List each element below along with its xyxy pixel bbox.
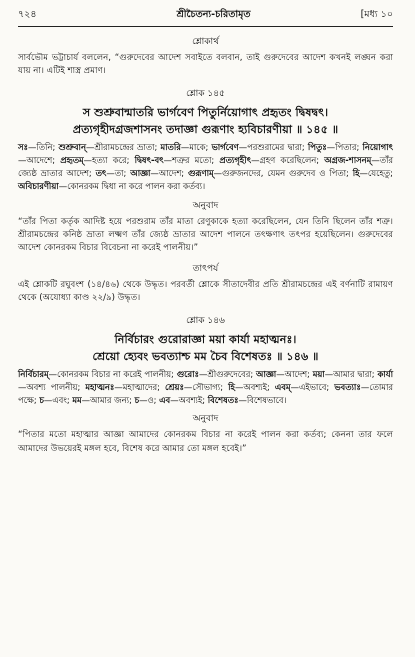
purport-145-caption: তাৎপর্য — [192, 263, 219, 274]
sanskrit-word: শুশ্রুবান্ — [58, 141, 86, 152]
word-meaning: —এইভাবে; — [290, 381, 335, 392]
shloka-146-heading: শ্লোক ১৪৬ — [186, 315, 225, 326]
translation-146-caption: অনুবাদ — [192, 414, 219, 425]
word-meaning: —বিশেষভাবে। — [238, 395, 287, 406]
word-meaning: —শত্রুর মতো; — [163, 155, 220, 166]
purport-145-text: এই শ্লোকটি রঘুবংশ (১৪/৪৬) থেকে উদ্ধৃত। পরবর্তী শ্লোকে সীতাদেবীর প্রতি শ্রীরামচন্দ্রের এই বর্ণনাটি রামায়ণ থেকে (অযোধ্যা কাণ্ড ২২/৯) উদ্ধৃত। — [18, 279, 393, 304]
word-meaning: —গ্রহণ করেছিলেন; — [251, 155, 325, 166]
sanskrit-word: অবিচারণীয়া — [18, 181, 59, 192]
sanskrit-word: আজ্ঞা — [130, 168, 151, 179]
sanskrit-word: মাতরি — [160, 141, 181, 152]
word-meaning: —পিতার; — [326, 141, 363, 152]
word-meaning: —এবং; — [43, 395, 73, 406]
word-meaning: —তোমার পক্ষে; — [18, 381, 393, 406]
word-meaning: —তিনি; — [28, 141, 59, 152]
word-meaning: —শ্রীগুরুদেবের; — [198, 368, 256, 379]
sanskrit-word: এবম্ — [274, 381, 291, 392]
translation-145-caption: অনুবাদ — [192, 200, 219, 211]
word-meaning: —আদেশ; — [150, 168, 188, 179]
sanskrit-word: দ্বিষৎ-বৎ — [134, 155, 164, 166]
word-meaning: —কোনরকম বিচার না করেই পালনীয়; — [48, 368, 177, 379]
shloka-145-heading: শ্লোক ১৪৫ — [186, 88, 225, 99]
word-meaning: —আদেশে; — [18, 155, 61, 166]
shloka-146-word-meanings — [18, 368, 393, 408]
sanskrit-word: নিয়োগাৎ — [362, 141, 394, 152]
sanskrit-word: আজ্ঞা — [255, 368, 277, 379]
shloka-146-line-2: শ্রেয়ো হ্যেবং ভবত্যাশ্চ মম চৈব বিশেষতঃ ॥ ১৪৬ ॥ — [92, 349, 319, 363]
sanskrit-word: হি — [228, 381, 235, 392]
sanskrit-word: মহাত্মনঃ — [85, 381, 115, 392]
shloka-146-line-1: নির্বিচারং গুরোরাজ্ঞা ময়া কার্যা মহাত্মনঃ। — [114, 332, 297, 346]
sanskrit-word: শ্রেয়ঃ — [165, 381, 184, 392]
sanskrit-word: বিশেষতঃ — [207, 395, 239, 406]
sanskrit-word: ময়া — [312, 368, 325, 379]
word-meaning: —কোনরকম দ্বিধা না করে পালন করা কর্তব্য। — [58, 181, 206, 192]
page-number: ৭২৪ — [18, 9, 37, 20]
word-meaning: —হত্যা করে; — [83, 155, 135, 166]
shloka-145-word-meanings — [18, 141, 393, 194]
sanskrit-word: ভার্গবেণ — [211, 141, 239, 152]
sanskrit-word: হি — [352, 168, 360, 179]
word-meaning: —অবশ্যই; — [170, 395, 208, 406]
caption-shlokartha: শ্লোকার্থ — [192, 37, 219, 47]
shlokartha-text: সার্বভৌম ভট্টাচার্য বললেন, “গুরুদেবের আদেশ সবাইতে বলবান, তাই গুরুদেবের আদেশ কখনই লঙ্ঘন করা যায় না। এটিই শাস্ত্র প্রমাণ। — [18, 53, 393, 77]
word-meaning: —তা; — [106, 168, 131, 179]
sanskrit-word: চ — [39, 395, 44, 406]
word-meaning: —অবশ্য পালনীয়; — [18, 381, 86, 392]
sanskrit-word: এব — [159, 395, 171, 406]
word-meaning: —আমার দ্বারা; — [324, 368, 378, 379]
translation-145-text: “তাঁর পিতা কর্তৃক আদিষ্ট হয়ে পরশুরাম তাঁর মাতা রেণুকাকে হত্যা করেছিলেন, যেন তিনি ছিলেন তাঁর শত্রু। শ্রীরামচন্দ্রের কনিষ্ঠ ভ্রাতা লক্ষ্মণ তাঁর জ্যেষ্ঠ ভ্রাতার আদেশ পালনে তৎক্ষণাৎ তৎপর হয়েছিলেন। গুরুদেবের আদেশ কোনরকম বিচার বিবেচনা না করেই পালনীয়।” — [18, 216, 393, 254]
sanskrit-word: গুরোঃ — [176, 368, 199, 379]
sanskrit-word: তৎ — [95, 168, 107, 179]
word-meaning: —শ্রীরামচন্দ্রের ভ্রাতা; — [85, 141, 161, 152]
shloka-145-line-2: প্রত্যগৃহীদগ্রজশাসনং তদাজ্ঞা গুরূণাং হ্যবিচারণীয়া ॥ ১৪৫ ॥ — [72, 122, 339, 136]
sanskrit-word: ভবত্যাঃ — [334, 381, 361, 392]
word-meaning: —মাকে; — [180, 141, 212, 152]
sanskrit-word: অগ্রজ-শাসনম্ — [324, 155, 372, 166]
sanskrit-word: মম — [72, 395, 82, 406]
translation-146-text: “পিতার মতো মহাত্মার আজ্ঞা আমাদের কোনরকম বিচার না করেই পালন করা কর্তব্য; কেননা তার ফলে আমাদের উভয়েরই মঙ্গল হবে, বিশেষ করে আমার তো মঙ্গল হবেই।” — [18, 430, 393, 454]
sanskrit-word: সঃ — [18, 141, 28, 152]
word-meaning: —মহাত্মাদের; — [114, 381, 166, 392]
word-meaning: —সৌভাগ্য; — [183, 381, 229, 392]
word-meaning: —পরশুরামের দ্বারা; — [238, 141, 308, 152]
word-meaning: —গুরুজনদের, যেমন গুরুদেব ও পিতা; — [213, 168, 353, 179]
word-meaning: —অবশ্যই; — [234, 381, 275, 392]
shloka-145-line-1: স শুশ্রুবান্মাতরি ভার্গবেণ পিতুর্নিয়োগাৎ প্রহৃতং দ্বিষদ্বৎ। — [82, 105, 329, 119]
running-header — [18, 8, 393, 23]
word-meaning: —তাঁর জ্যেষ্ঠ ভ্রাতার আদেশ; — [18, 155, 394, 179]
book-title: শ্রীচৈতন্য-চরিতামৃত — [176, 9, 251, 20]
sanskrit-word: প্রত্যগৃহীৎ — [219, 155, 252, 166]
sanskrit-word: কার্যা — [377, 368, 393, 379]
sanskrit-word: প্রহৃতম্ — [60, 155, 84, 166]
word-meaning: —যেহেতু; — [359, 168, 393, 179]
sanskrit-word: গুরূণাম্ — [187, 168, 214, 179]
sanskrit-word: পিতুঃ — [307, 141, 327, 152]
header-rule — [18, 26, 393, 27]
word-meaning: —ও; — [139, 395, 160, 406]
word-meaning: —আমার জন্য; — [81, 395, 135, 406]
sanskrit-word: চ — [134, 395, 140, 406]
section-label: [মধ্য ১০ — [360, 9, 393, 20]
sanskrit-word: নির্বিচারম্ — [18, 368, 49, 379]
word-meaning: —আদেশ; — [276, 368, 313, 379]
